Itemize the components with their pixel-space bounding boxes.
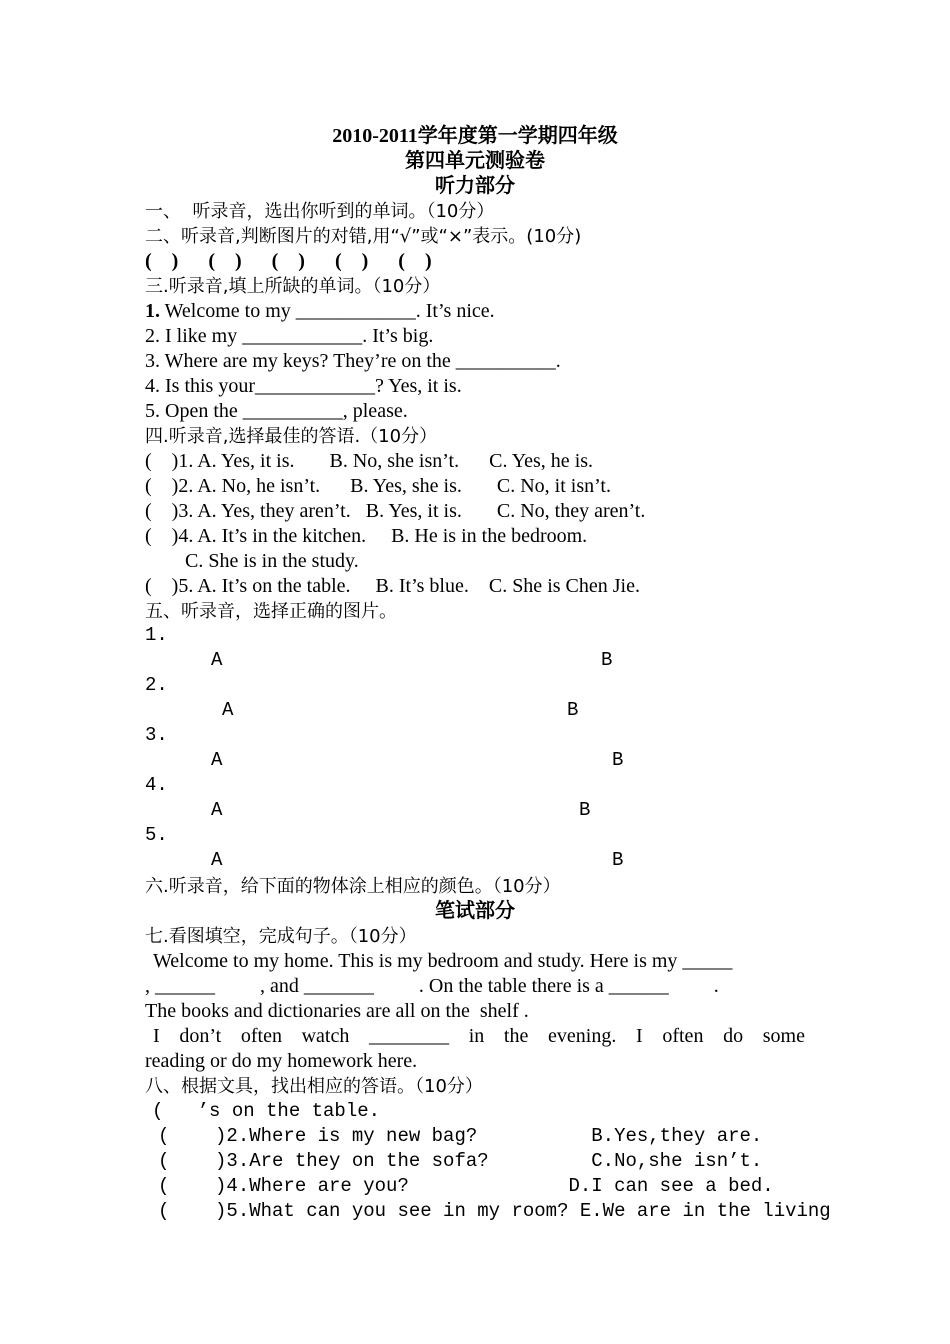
matching-row-2[interactable]: ( )2.Where is my new bag? B.Yes,they are. [158, 1125, 763, 1147]
choice-question-4[interactable]: ( )4. A. It’s in the kitchen. B. He is in the bedroom. [145, 525, 588, 547]
picture-question-number-3: 3. [145, 724, 168, 746]
section-1-heading: 一、 听录音，选出你听到的单词。（10分） [145, 201, 495, 222]
fill-blank-1[interactable] [145, 299, 805, 324]
fill-blank-4[interactable]: 4. Is this your____________? Yes, it is. [145, 375, 462, 397]
picture-option-a[interactable]: A [211, 749, 223, 771]
section-8-heading: 八、根据文具，找出相应的答语。（10分） [145, 1076, 483, 1097]
passage-line-2[interactable]: , ______ , and _______ . On the table there is a ______ . [145, 975, 719, 997]
picture-option-b[interactable]: B [567, 699, 579, 721]
title-line-1: 2010-2011学年度第一学期四年级 [332, 125, 618, 147]
section-7-heading: 七.看图填空，完成句子。（10分） [145, 926, 417, 947]
fill-blank-2[interactable]: 2. I like my ____________. It’s big. [145, 325, 434, 347]
picture-option-b[interactable]: B [612, 849, 624, 871]
title-line-2: 第四单元测验卷 [405, 150, 545, 172]
picture-option-a[interactable]: A [211, 649, 223, 671]
choice-question-4-continued: C. She is in the study. [145, 550, 359, 572]
picture-question-number-2: 2. [145, 674, 168, 696]
choice-question-3[interactable]: ( )3. A. Yes, they aren’t. B. Yes, it is. C. No, they aren’t. [145, 500, 646, 522]
passage-line-3: The books and dictionaries are all on the shelf . [145, 1000, 529, 1022]
fill-blank-5[interactable]: 5. Open the __________, please. [145, 400, 408, 422]
fill-blank-1-text: Welcome to my ____________. It’s nice. [160, 300, 495, 322]
picture-question-number-5: 5. [145, 824, 168, 846]
picture-option-b[interactable]: B [612, 749, 624, 771]
matching-row-3[interactable]: ( )3.Are they on the sofa? C.No,she isn’t. [158, 1150, 763, 1172]
picture-option-a[interactable]: A [222, 699, 234, 721]
section-6-heading: 六.听录音，给下面的物体涂上相应的颜色。（10分） [145, 876, 561, 897]
section-2-answer-brackets[interactable]: ( ) ( ) ( ) ( ) ( ) [145, 250, 432, 272]
fill-blank-3[interactable]: 3. Where are my keys? They’re on the __________. [145, 350, 561, 372]
section-5-heading: 五、听录音，选择正确的图片。 [145, 601, 397, 622]
passage-line-4[interactable]: I don’t often watch ________ in the evening. I often do some [153, 1025, 805, 1047]
choice-question-5[interactable]: ( )5. A. It’s on the table. B. It’s blue. C. She is Chen Jie. [145, 575, 640, 597]
matching-row-5[interactable]: ( )5.What can you see in my room? E.We are in the living [158, 1200, 831, 1222]
picture-option-b[interactable]: B [601, 649, 613, 671]
section-2-heading: 二、听录音,判断图片的对错,用“√”或“×”表示。(10分) [145, 226, 582, 247]
picture-option-a[interactable]: A [211, 799, 223, 821]
picture-question-number-4: 4. [145, 774, 168, 796]
picture-question-number-1: 1. [145, 624, 168, 646]
passage-line-5: reading or do my homework here. [145, 1050, 418, 1072]
matching-row-4[interactable]: ( )4.Where are you? D.I can see a bed. [158, 1175, 774, 1197]
listening-header: 听力部分 [435, 175, 515, 197]
matching-row-1[interactable]: ( ’s on the table. [152, 1100, 381, 1122]
choice-question-2[interactable]: ( )2. A. No, he isn’t. B. Yes, she is. C. No, it isn’t. [145, 475, 611, 497]
picture-option-b[interactable]: B [579, 799, 591, 821]
written-header: 笔试部分 [435, 900, 515, 922]
choice-question-1[interactable]: ( )1. A. Yes, it is. B. No, she isn’t. C. Yes, he is. [145, 450, 594, 472]
fill-blank-1-number: 1. [145, 300, 160, 322]
section-4-heading: 四.听录音,选择最佳的答语.（10分） [145, 426, 438, 447]
picture-option-a[interactable]: A [211, 849, 223, 871]
section-3-heading: 三.听录音,填上所缺的单词。（10分） [145, 276, 441, 297]
passage-line-1[interactable]: Welcome to my home. This is my bedroom and study. Here is my _____ [153, 950, 733, 972]
